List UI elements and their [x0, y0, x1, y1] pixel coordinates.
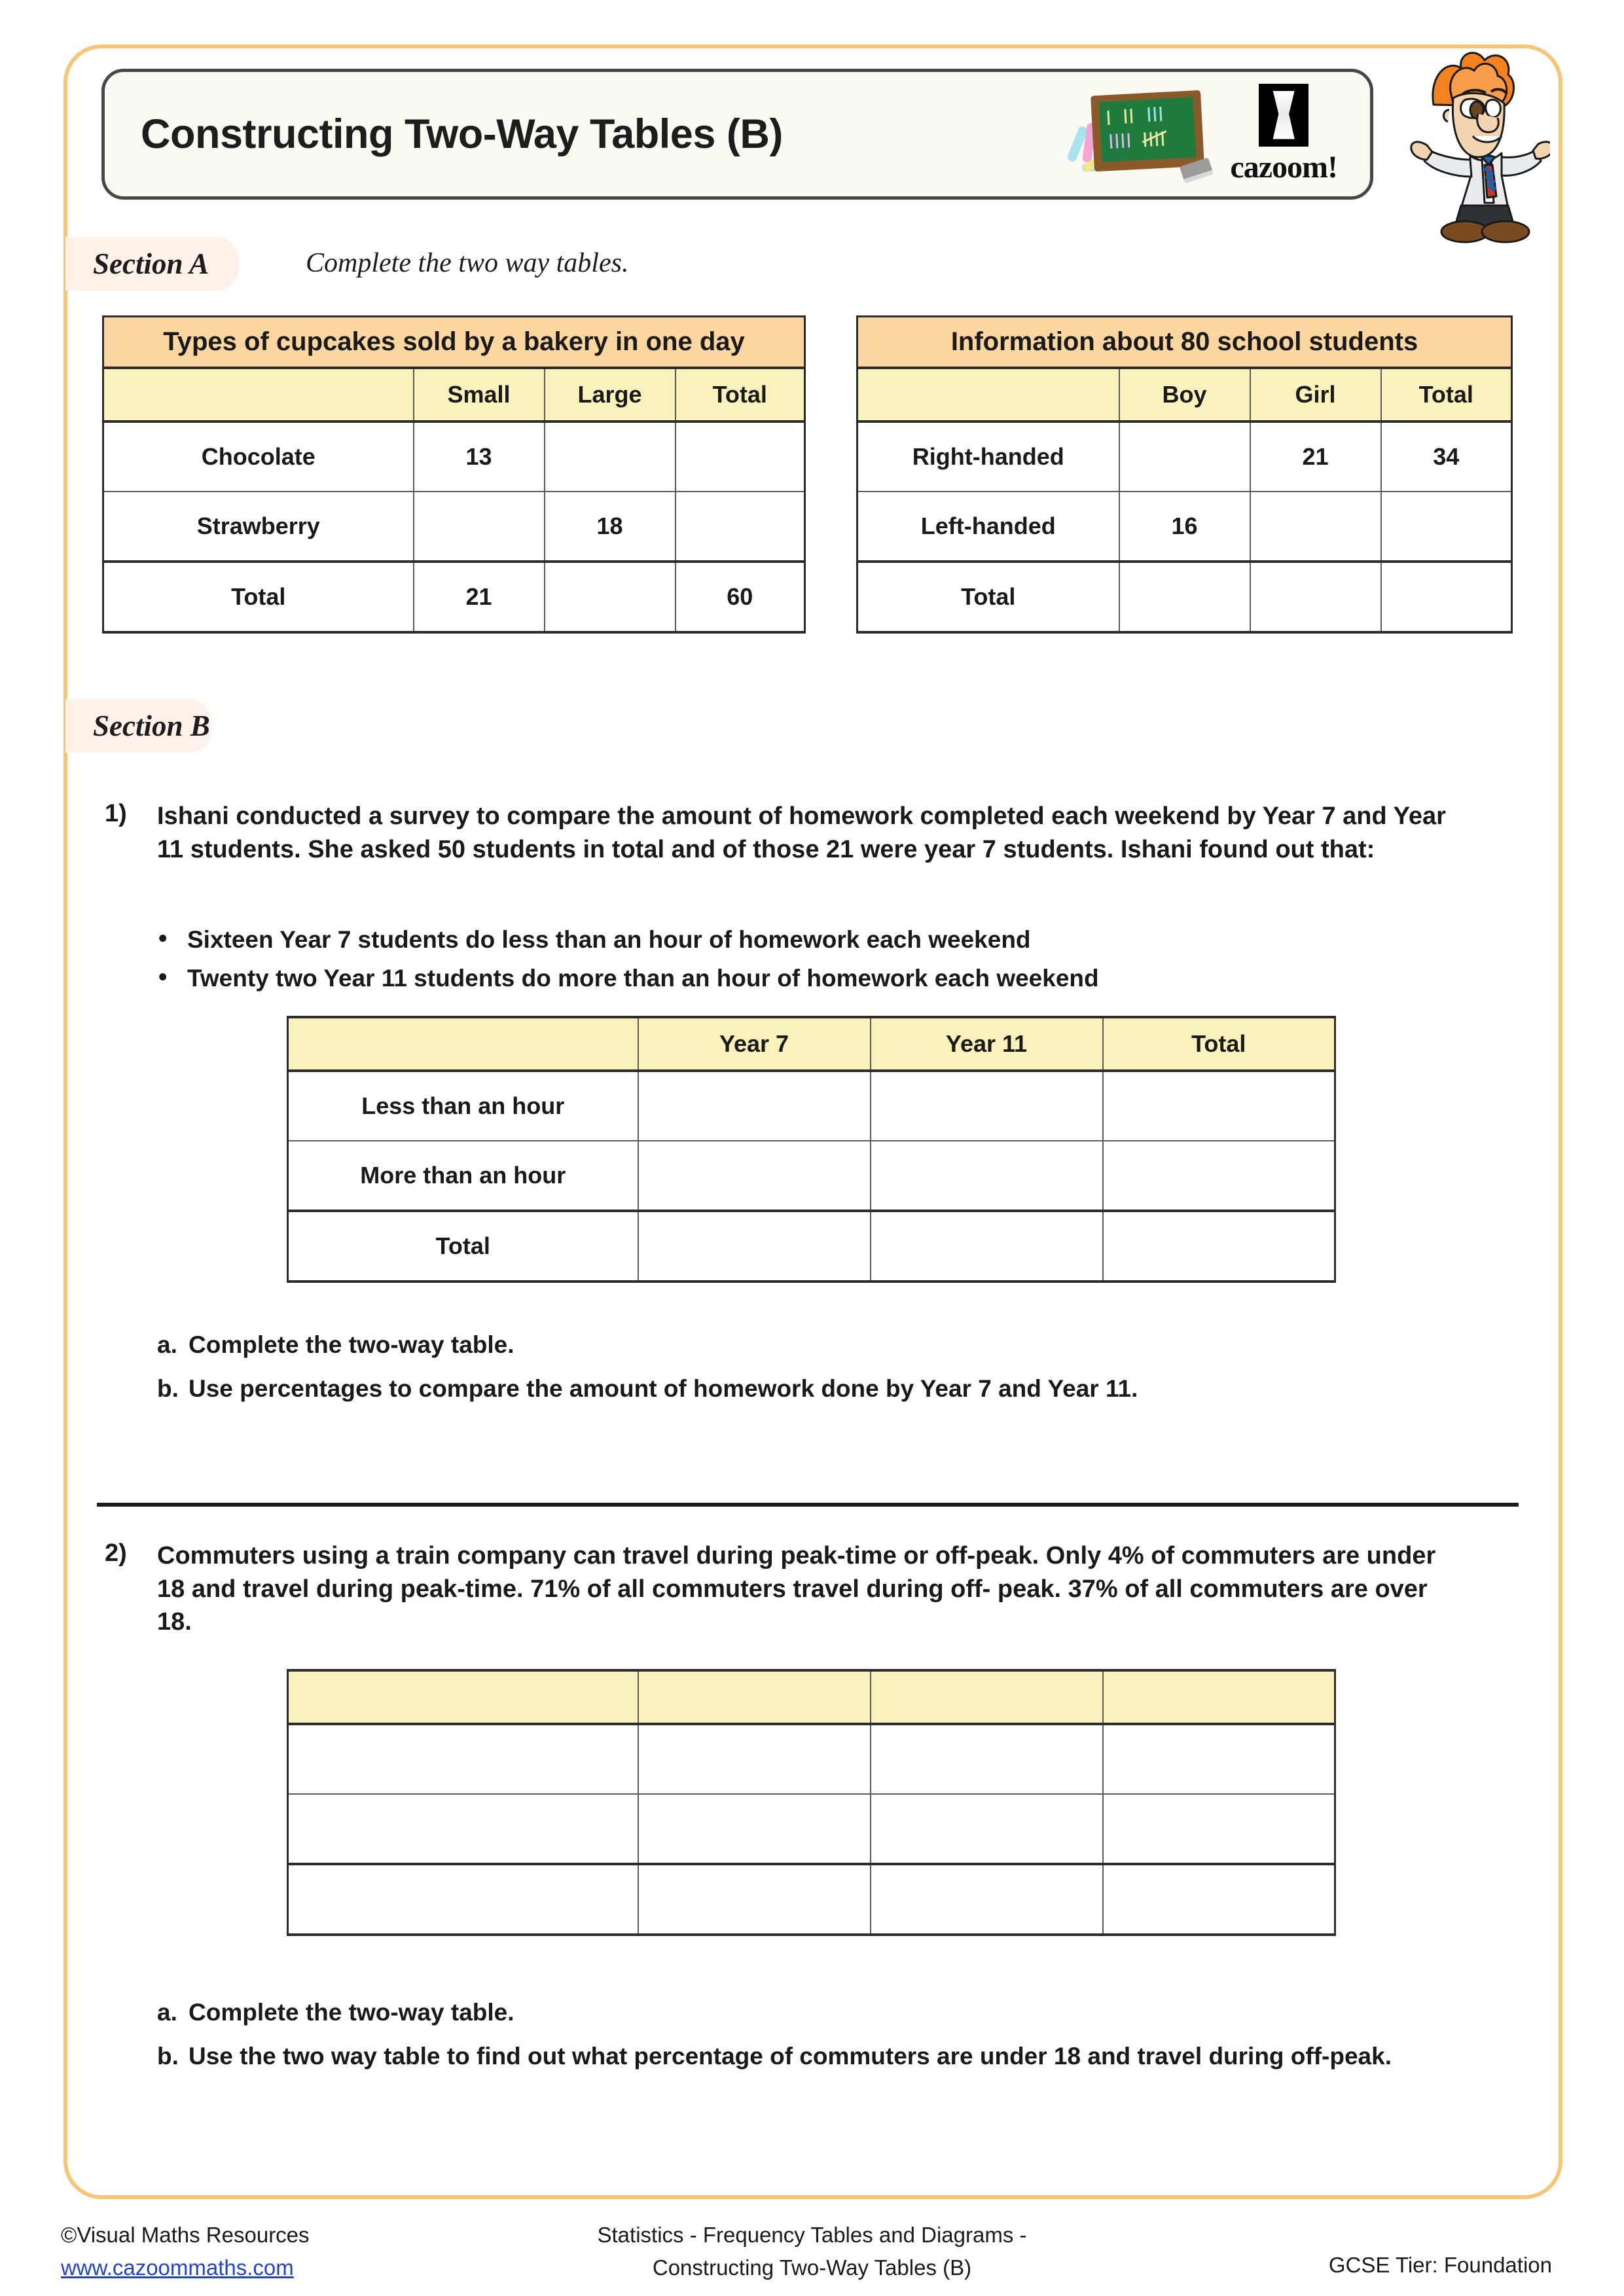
commuters-cell-r3c3[interactable] — [871, 1864, 1103, 1935]
cupcakes-cell-total-total[interactable]: 60 — [676, 562, 805, 632]
cupcakes-two-way-table — [102, 315, 806, 634]
cupcakes-header-small: Small — [414, 368, 545, 422]
mascot-illustration — [1393, 41, 1550, 243]
table-row — [857, 562, 1512, 632]
commuters-cell-r1c2[interactable] — [638, 1724, 871, 1794]
cupcakes-cell-total-large[interactable] — [545, 562, 676, 632]
table-row — [103, 562, 805, 632]
question-1-sub-a — [157, 1329, 1466, 1361]
students-cell-total-total[interactable] — [1381, 562, 1512, 632]
students-cell-right-girl[interactable]: 21 — [1250, 422, 1381, 492]
homework-cell-less-total[interactable] — [1103, 1071, 1335, 1141]
table-row — [288, 1864, 1335, 1935]
commuters-two-way-table — [287, 1669, 1336, 1936]
commuters-cell-r2c4[interactable] — [1103, 1794, 1335, 1864]
worksheet-title-box — [101, 69, 1373, 200]
cupcakes-row-label-strawberry: Strawberry — [103, 492, 414, 562]
students-header-total: Total — [1381, 368, 1512, 422]
footer-website-link[interactable]: www.cazoommaths.com — [61, 2255, 294, 2280]
question-1-sub-b-text: Use percentages to compare the amount of homework done by Year 7 and Year 11. — [189, 1375, 1138, 1402]
section-divider — [97, 1503, 1519, 1507]
footer-topic-line2: Constructing Two-Way Tables (B) — [652, 2255, 972, 2280]
list-item: • Twenty two Year 11 students do more than an hour of homework each weekend — [151, 961, 1460, 996]
homework-cell-less-year11[interactable] — [871, 1071, 1103, 1141]
commuters-row3-label[interactable] — [288, 1864, 638, 1935]
question-1-bullets — [151, 923, 1460, 1000]
table-row — [103, 492, 805, 562]
question-1-text: Ishani conducted a survey to compare the amount of homework completed each weekend by Year 7 and Year 11 students. She asked 50 students in total and of those 21 were year 7 students. Ishani found out that: — [157, 802, 1446, 863]
footer-topic-line1: Statistics - Frequency Tables and Diagrams - — [597, 2223, 1027, 2247]
homework-cell-more-year7[interactable] — [638, 1141, 871, 1211]
commuters-cell-r1c4[interactable] — [1103, 1724, 1335, 1794]
cupcakes-cell-strawberry-small[interactable] — [414, 492, 545, 562]
cupcakes-table-title: Types of cupcakes sold by a bakery in one day — [103, 317, 805, 368]
cupcakes-header-corner — [103, 368, 414, 422]
question-1-sub-a-label: a. — [157, 1331, 177, 1358]
students-header-boy: Boy — [1119, 368, 1250, 422]
cupcakes-cell-strawberry-large[interactable]: 18 — [545, 492, 676, 562]
homework-row-label-more-than-an-hour: More than an hour — [288, 1141, 638, 1211]
students-cell-right-boy[interactable] — [1119, 422, 1250, 492]
page-title: Constructing Two-Way Tables (B) — [141, 111, 783, 157]
homework-cell-total-total[interactable] — [1103, 1211, 1335, 1282]
table-header-row — [288, 1017, 1335, 1071]
students-row-label-right-handed: Right-handed — [857, 422, 1119, 492]
header-artwork — [1069, 84, 1337, 185]
cupcakes-header-total: Total — [676, 368, 805, 422]
question-1-number: 1) — [105, 800, 127, 827]
students-cell-left-boy[interactable]: 16 — [1119, 492, 1250, 562]
commuters-cell-r2c2[interactable] — [638, 1794, 871, 1864]
homework-cell-total-year11[interactable] — [871, 1211, 1103, 1282]
question-2-sub-b-text: Use the two way table to find out what percentage of commuters are under 18 and travel during off-peak. — [189, 2043, 1392, 2070]
table-row — [288, 1794, 1335, 1864]
cazoom-logo — [1230, 84, 1337, 185]
chalkboard-icon — [1069, 85, 1213, 183]
question-2-number: 2) — [105, 1539, 127, 1567]
table-row — [288, 1211, 1335, 1282]
table-row — [857, 492, 1512, 562]
commuters-header-col2[interactable] — [638, 1670, 871, 1724]
students-cell-left-girl[interactable] — [1250, 492, 1381, 562]
table-row — [103, 422, 805, 492]
cupcakes-cell-chocolate-large[interactable] — [545, 422, 676, 492]
cupcakes-header-large: Large — [545, 368, 676, 422]
table-row — [288, 1071, 1335, 1141]
students-cell-right-total[interactable]: 34 — [1381, 422, 1512, 492]
cazoom-wordmark: cazoom! — [1230, 149, 1337, 185]
question-1-sub-b-label: b. — [157, 1375, 179, 1402]
commuters-row2-label[interactable] — [288, 1794, 638, 1864]
homework-row-label-less-than-an-hour: Less than an hour — [288, 1071, 638, 1141]
commuters-cell-r3c4[interactable] — [1103, 1864, 1335, 1935]
cupcakes-cell-chocolate-small[interactable]: 13 — [414, 422, 545, 492]
section-a-tab — [65, 237, 239, 291]
table-row — [288, 1724, 1335, 1794]
students-table-title: Information about 80 school students — [857, 317, 1512, 368]
question-2-sub-b-label: b. — [157, 2043, 179, 2070]
table-header-row — [288, 1670, 1335, 1724]
cazoom-glass-mark — [1259, 84, 1308, 147]
footer-tier: GCSE Tier: Foundation — [1328, 2253, 1552, 2277]
students-two-way-table — [856, 315, 1513, 634]
students-cell-total-girl[interactable] — [1250, 562, 1381, 632]
commuters-cell-r2c3[interactable] — [871, 1794, 1103, 1864]
question-1-sub-b — [157, 1372, 1466, 1405]
homework-header-total: Total — [1103, 1017, 1335, 1071]
list-item: • Sixteen Year 7 students do less than an hour of homework each weekend — [151, 923, 1460, 957]
students-header-girl: Girl — [1250, 368, 1381, 422]
table-header-row — [857, 368, 1512, 422]
commuters-header-col3[interactable] — [871, 1670, 1103, 1724]
question-1-sub-a-text: Complete the two-way table. — [189, 1331, 514, 1358]
commuters-cell-r1c3[interactable] — [871, 1724, 1103, 1794]
homework-cell-total-year7[interactable] — [638, 1211, 871, 1282]
table-row — [857, 422, 1512, 492]
homework-header-year7: Year 7 — [638, 1017, 871, 1071]
table-header-row — [103, 368, 805, 422]
question-2-sub-a-text: Complete the two-way table. — [189, 1999, 514, 2026]
cupcakes-cell-strawberry-total[interactable] — [676, 492, 805, 562]
commuters-header-corner[interactable] — [288, 1670, 638, 1724]
table-title-row — [857, 317, 1512, 368]
section-a-instruction: Complete the two way tables. — [306, 248, 629, 278]
homework-row-label-total: Total — [288, 1211, 638, 1282]
homework-cell-less-year7[interactable] — [638, 1071, 871, 1141]
students-cell-total-boy[interactable] — [1119, 562, 1250, 632]
cupcakes-cell-chocolate-total[interactable] — [676, 422, 805, 492]
question-2-sub-b — [157, 2040, 1471, 2073]
cupcakes-cell-total-small[interactable]: 21 — [414, 562, 545, 632]
footer-copyright: ©Visual Maths Resources — [61, 2223, 310, 2247]
section-b-label: Section B — [93, 709, 210, 742]
table-title-row — [103, 317, 805, 368]
commuters-cell-r3c2[interactable] — [638, 1864, 871, 1935]
section-a-label: Section A — [93, 247, 209, 280]
homework-cell-more-year11[interactable] — [871, 1141, 1103, 1211]
question-2-sub-a-label: a. — [157, 1999, 177, 2026]
cupcakes-row-label-total: Total — [103, 562, 414, 632]
cupcakes-row-label-chocolate: Chocolate — [103, 422, 414, 492]
table-row — [288, 1141, 1335, 1211]
homework-header-corner — [288, 1017, 638, 1071]
question-2-text: Commuters using a train company can travel during peak-time or off-peak. Only 4% of commuters are under 18 and travel during peak-time. 71% of all commuters travel during off- peak. 37% of all commuters are over 18. — [157, 1542, 1436, 1636]
students-row-label-left-handed: Left-handed — [857, 492, 1119, 562]
section-b-tab — [65, 699, 211, 753]
commuters-header-col4[interactable] — [1103, 1670, 1335, 1724]
homework-two-way-table — [287, 1016, 1336, 1283]
students-header-corner — [857, 368, 1119, 422]
students-cell-left-total[interactable] — [1381, 492, 1512, 562]
homework-header-year11: Year 11 — [871, 1017, 1103, 1071]
commuters-row1-label[interactable] — [288, 1724, 638, 1794]
students-row-label-total: Total — [857, 562, 1119, 632]
question-2-sub-a — [157, 1996, 1466, 2029]
homework-cell-more-total[interactable] — [1103, 1141, 1335, 1211]
